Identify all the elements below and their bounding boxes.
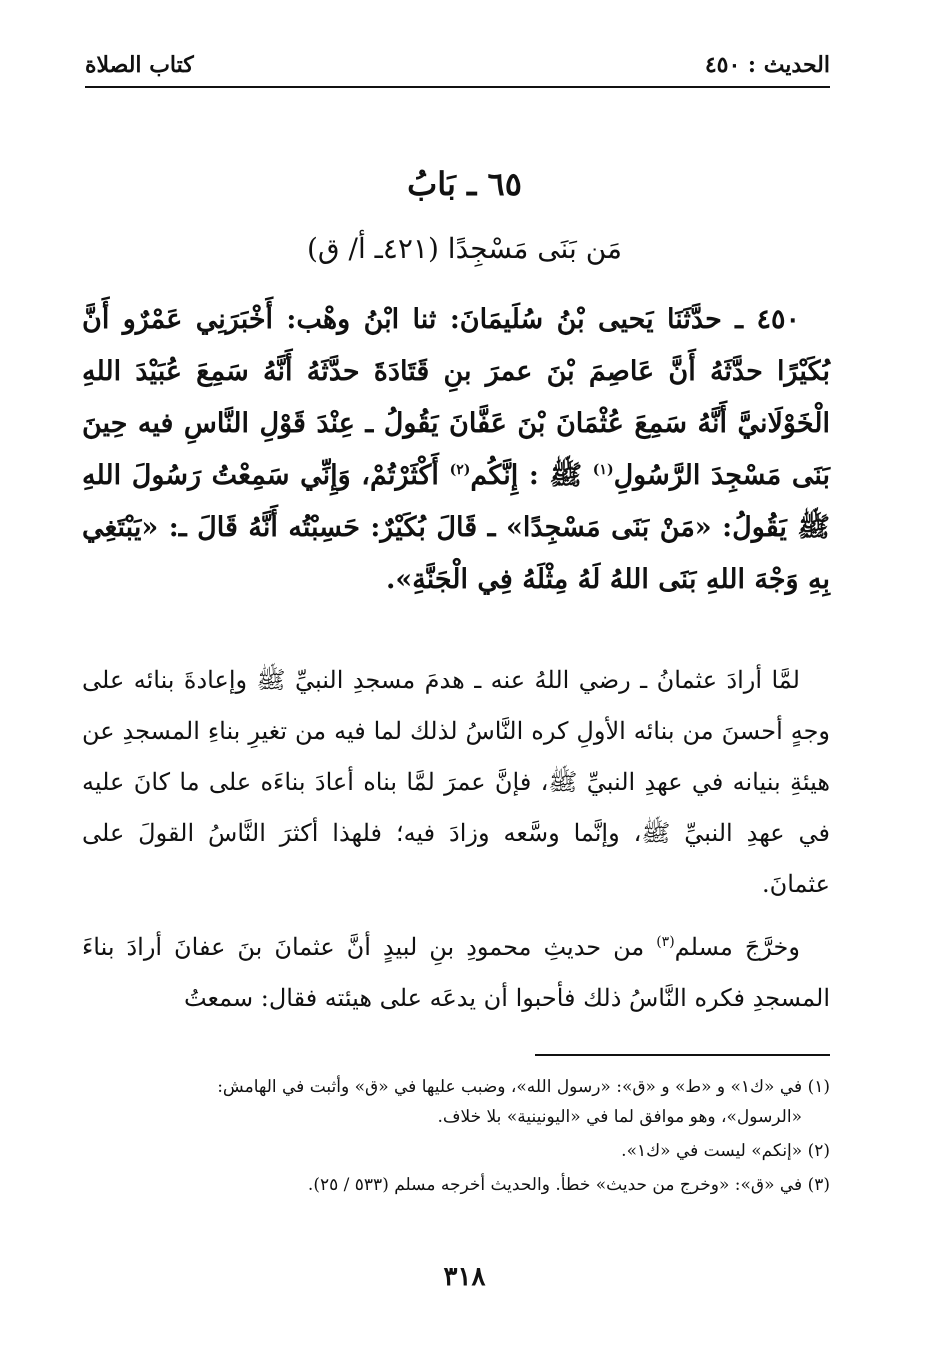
- hadith-text-part2: ﷺ : إِنَّكُم: [470, 460, 583, 491]
- footnote-text: «إنكم» ليست في «ك١».: [621, 1141, 803, 1161]
- footnote-marker-2: (٢): [449, 462, 471, 478]
- running-header: [85, 50, 830, 88]
- commentary-paragraph-2: [82, 922, 830, 1024]
- footnote-number: (٣): [807, 1175, 830, 1195]
- footnote-3: [85, 1170, 830, 1200]
- footnote-1: [85, 1072, 830, 1132]
- footnote-marker-3: (٣): [656, 934, 675, 950]
- page-number: ٣١٨: [443, 1262, 486, 1292]
- footnote-2: [85, 1136, 830, 1166]
- footnote-text-continued: «الرسول»، وهو موافق لما في «اليونينية» بلا خلاف.: [437, 1107, 802, 1127]
- hadith-text: [82, 294, 830, 606]
- commentary-p2-start: وخرَّجَ مسلم: [674, 933, 800, 961]
- chapter-title: ٦٥ ـ بَابُ: [407, 165, 522, 203]
- hadith-text-part3: أَكْثَرْتُمْ، وَإِنِّي سَمِعْتُ رَسُولَ اللهِ ﷺ يَقُولُ: «مَنْ بَنَى مَسْجِدًا» ـ قَالَ بُكَيْرٌ: حَسِبْتُه أَنَّهُ قَالَ ـ: «يَبْتَغِي بِهِ وَجْهَ اللهِ بَنَى اللهُ لَهُ مِثْلَهُ فِي الْجَنَّةِ».: [82, 460, 830, 595]
- chapter-subtitle: مَن بَنَى مَسْجِدًا (٤٢١ـ أ/ ق): [306, 232, 623, 265]
- footnote-number: (٢): [807, 1141, 830, 1161]
- book-title: كتاب الصلاة: [85, 52, 194, 78]
- hadith-reference: الحديث : ٤٥٠: [704, 52, 830, 78]
- footnotes: [85, 1072, 830, 1204]
- footnote-marker-1: (١): [592, 462, 614, 478]
- hadith-text-part1: ٤٥٠ ـ حدَّثَنَا يَحيى بْنُ سُلَيمَانَ: ثنا ابْنُ وهْب: أَخْبَرَنِي عَمْرٌو أَنَّ بُكَيْرًا حدَّثَهُ أَنَّ عَاصِمَ بْنَ عمرَ بنِ قَتَادَةَ حدَّثَهُ أَنَّهُ سَمِعَ عُبَيْدَ اللهِ الْخَوْلَانيَّ أَنَّهُ سَمِعَ عُثْمَانَ بْنَ عَفَّانَ يَقُولُ ـ عِنْدَ قَوْلِ النَّاسِ فيه حِينَ بَنَى مَسْجِدَ الرَّسُولِ: [82, 304, 830, 491]
- commentary-paragraph-1: لمَّا أرادَ عثمانُ ـ رضي اللهُ عنه ـ هدمَ مسجدِ النبيِّ ﷺ وإعادةَ بنائه على وجهٍ أحسنَ من بنائه الأولِ كره النَّاسُ لذلك لما فيه من تغيرِ بناءِ المسجدِ عن هيئةِ بنيانه في عهدِ النبيِّ ﷺ، فإنَّ عمرَ لمَّا بناه أعادَ بناءَه على ما كانَ عليه في عهدِ النبيِّ ﷺ، وإنَّما وسَّعه وزادَ فيه؛ فلهذا أكثرَ النَّاسُ القولَ على عثمانَ.: [82, 666, 830, 898]
- commentary-p2-rest: من حديثِ محمودِ بنِ لبيدٍ أنَّ عثمانَ بنَ عفانَ أرادَ بناءَ المسجدِ فكره النَّاسُ ذلك فأحبوا أن يدعَه على هيئته فقال: سمعتُ: [82, 933, 830, 1012]
- footnote-text: في «ك١» و «ط» و «ق»: «رسول الله»، وضبب عليها في «ق» وأثبت في الهامش:: [217, 1077, 803, 1097]
- footnote-number: (١): [807, 1077, 830, 1097]
- footnote-text: في «ق»: «وخرج من حديث» خطأ. والحديث أخرجه مسلم (٥٣٣ / ٢٥).: [307, 1175, 803, 1195]
- footnote-separator: [535, 1054, 830, 1056]
